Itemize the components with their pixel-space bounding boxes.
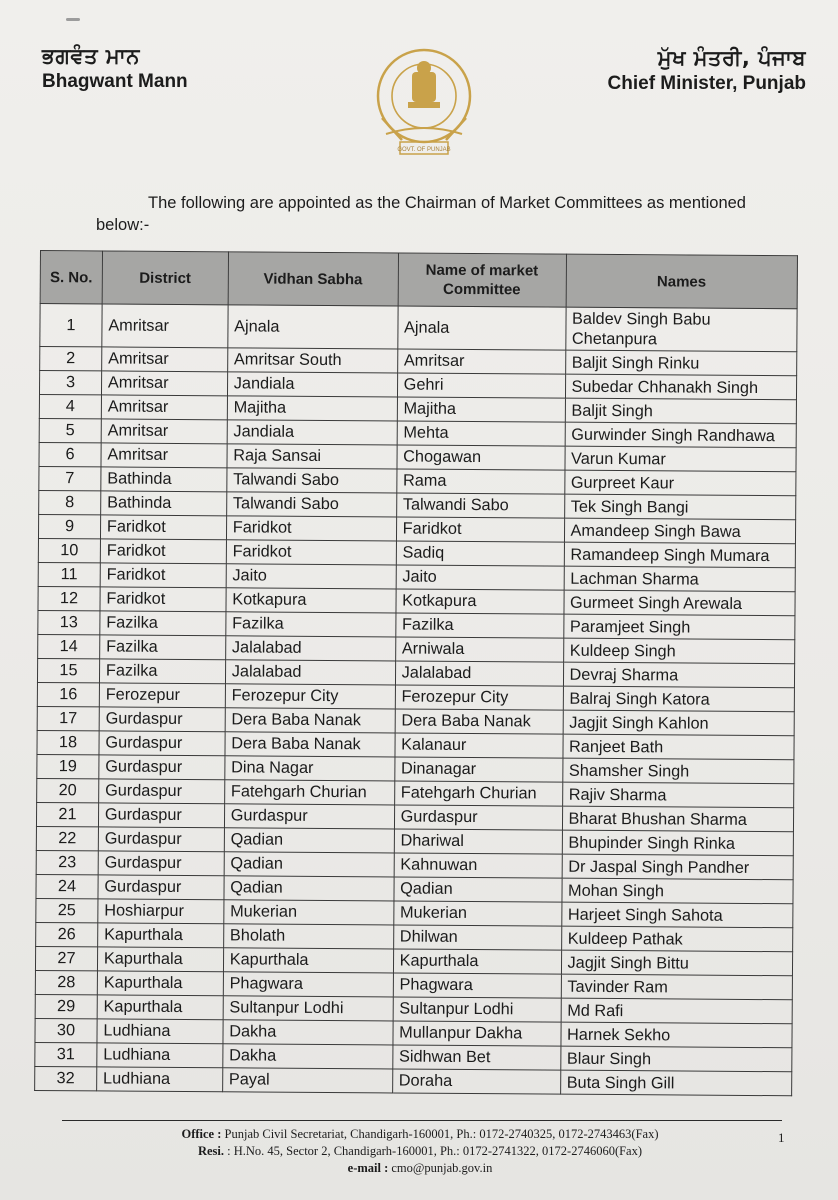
district-cell: Fazilka — [100, 635, 226, 660]
committee-cell: Fatehgarh Churian — [394, 781, 562, 806]
sender-block — [42, 44, 188, 93]
district-cell: Amritsar — [102, 304, 228, 348]
committee-cell: Sidhwan Bet — [392, 1045, 560, 1070]
district-cell: Gurdaspur — [99, 707, 225, 732]
vidhan-sabha-cell: Sultanpur Lodhi — [223, 996, 393, 1021]
committee-cell: Kahnuwan — [394, 853, 562, 878]
col-header-committee: Name of market Committee — [398, 253, 566, 307]
name-cell: Gurmeet Singh Arewala — [564, 590, 796, 616]
sno-cell: 16 — [37, 682, 99, 706]
table-header-row — [40, 251, 797, 309]
district-cell: Gurdaspur — [98, 851, 224, 876]
committee-cell: Qadian — [394, 877, 562, 902]
committee-cell: Jalalabad — [395, 661, 563, 686]
sno-cell: 13 — [38, 610, 100, 634]
office-address: Punjab Civil Secretariat, Chandigarh-160001, Ph.: 0172-2740325, 0172-2743463(Fax) — [224, 1127, 659, 1141]
district-cell: Amritsar — [101, 443, 227, 468]
sno-cell: 23 — [36, 850, 98, 874]
intro-paragraph — [96, 192, 801, 236]
committee-cell: Gehri — [397, 373, 565, 398]
scan-mark — [66, 18, 80, 21]
vidhan-sabha-cell: Jandiala — [227, 420, 397, 445]
name-cell: Tavinder Ram — [561, 974, 793, 1000]
committee-cell: Sultanpur Lodhi — [393, 997, 561, 1022]
name-cell: Blaur Singh — [560, 1046, 792, 1072]
district-cell: Ferozepur — [99, 683, 225, 708]
name-cell: Jagjit Singh Kahlon — [563, 710, 795, 736]
district-cell: Amritsar — [102, 347, 228, 372]
vidhan-sabha-cell: Talwandi Sabo — [226, 492, 396, 517]
footer-contact — [100, 1126, 740, 1177]
sno-cell: 26 — [36, 922, 98, 946]
committee-cell: Dhilwan — [393, 925, 561, 950]
name-cell: Mohan Singh — [561, 878, 793, 904]
vidhan-sabha-cell: Jaito — [226, 564, 396, 589]
vidhan-sabha-cell: Phagwara — [223, 972, 393, 997]
committee-cell: Kotkapura — [396, 589, 564, 614]
district-cell: Ludhiana — [97, 1067, 223, 1092]
sno-cell: 9 — [38, 514, 100, 538]
district-cell: Ludhiana — [97, 1019, 223, 1044]
name-cell: Baljit Singh Rinku — [565, 350, 797, 376]
sno-cell: 3 — [39, 371, 101, 395]
name-cell: Jagjit Singh Bittu — [561, 950, 793, 976]
committee-cell: Arniwala — [395, 637, 563, 662]
name-cell: Md Rafi — [561, 998, 793, 1024]
sno-cell: 19 — [37, 754, 99, 778]
vidhan-sabha-cell: Qadian — [224, 828, 394, 853]
district-cell: Faridkot — [100, 515, 226, 540]
district-cell: Bathinda — [101, 467, 227, 492]
designation: Chief Minister, Punjab — [607, 73, 806, 94]
vidhan-sabha-cell: Faridkot — [226, 540, 396, 565]
sno-cell: 21 — [36, 802, 98, 826]
committee-cell: Doraha — [392, 1069, 560, 1094]
sno-cell: 29 — [35, 994, 97, 1018]
sno-cell: 20 — [37, 778, 99, 802]
committee-cell: Dera Baba Nanak — [395, 709, 563, 734]
table-row — [35, 1066, 792, 1095]
committee-cell: Kalanaur — [395, 733, 563, 758]
committee-cell: Mehta — [397, 421, 565, 446]
sno-cell: 12 — [38, 586, 100, 610]
district-cell: Amritsar — [101, 371, 227, 396]
vidhan-sabha-cell: Jalalabad — [225, 660, 395, 685]
name-cell: Devraj Sharma — [563, 662, 795, 688]
name-cell: Bharat Bhushan Sharma — [562, 806, 794, 832]
vidhan-sabha-cell: Dina Nagar — [225, 756, 395, 781]
name-cell: Kuldeep Singh — [563, 638, 795, 664]
name-cell: Balraj Singh Katora — [563, 686, 795, 712]
vidhan-sabha-cell: Ajnala — [228, 305, 398, 349]
vidhan-sabha-cell: Jandiala — [227, 372, 397, 397]
vidhan-sabha-cell: Fazilka — [226, 612, 396, 637]
district-cell: Kapurthala — [97, 995, 223, 1020]
page-number: 1 — [778, 1130, 785, 1145]
district-cell: Fazilka — [100, 611, 226, 636]
sno-cell: 30 — [35, 1018, 97, 1042]
name-cell: Bhupinder Singh Rinka — [562, 830, 794, 856]
committee-cell: Fazilka — [395, 613, 563, 638]
vidhan-sabha-cell: Majitha — [227, 396, 397, 421]
district-cell: Bathinda — [101, 491, 227, 516]
district-cell: Faridkot — [100, 587, 226, 612]
emblem-caption: GOVT. OF PUNJAB — [397, 147, 451, 153]
committee-cell: Dinanagar — [394, 757, 562, 782]
district-cell: Faridkot — [100, 539, 226, 564]
district-cell: Gurdaspur — [99, 731, 225, 756]
vidhan-sabha-cell: Talwandi Sabo — [227, 468, 397, 493]
committee-cell: Mukerian — [393, 901, 561, 926]
sno-cell: 17 — [37, 706, 99, 730]
vidhan-sabha-cell: Dera Baba Nanak — [225, 708, 395, 733]
designation-block — [608, 46, 806, 95]
sno-cell: 8 — [39, 490, 101, 514]
sno-cell: 28 — [35, 970, 97, 994]
name-cell: Dr Jaspal Singh Pandher — [562, 854, 794, 880]
email-address[interactable]: cmo@punjab.gov.in — [391, 1161, 493, 1175]
name-cell: Harnek Sekho — [560, 1022, 792, 1048]
footer-email-line — [100, 1160, 740, 1177]
sno-cell: 32 — [35, 1066, 97, 1090]
committee-cell: Chogawan — [397, 445, 565, 470]
name-cell: Buta Singh Gill — [560, 1070, 792, 1096]
committee-cell: Ajnala — [397, 306, 565, 350]
vidhan-sabha-cell: Dakha — [223, 1044, 393, 1069]
committee-cell: Jaito — [396, 565, 564, 590]
col-header-district: District — [102, 251, 228, 305]
sender-name: Bhagwant Mann — [42, 71, 188, 92]
footer-divider — [62, 1120, 782, 1121]
committee-cell: Phagwara — [393, 973, 561, 998]
sno-cell: 27 — [35, 946, 97, 970]
name-cell: Amandeep Singh Bawa — [564, 518, 796, 544]
district-cell: Gurdaspur — [99, 779, 225, 804]
sno-cell: 15 — [37, 658, 99, 682]
vidhan-sabha-cell: Dakha — [223, 1020, 393, 1045]
name-cell: Lachman Sharma — [564, 566, 796, 592]
name-cell: Subedar Chhanakh Singh — [565, 374, 797, 400]
intro-line-2: below:- — [96, 216, 150, 234]
sno-cell: 5 — [39, 418, 101, 442]
col-header-vidhan-sabha: Vidhan Sabha — [228, 252, 398, 306]
sno-cell: 2 — [40, 347, 102, 371]
committee-cell: Sadiq — [396, 541, 564, 566]
name-cell: Gurpreet Kaur — [564, 470, 796, 496]
sno-cell: 1 — [40, 304, 102, 347]
email-label: e-mail : — [347, 1161, 389, 1175]
vidhan-sabha-cell: Amritsar South — [227, 348, 397, 373]
name-cell: Shamsher Singh — [562, 758, 794, 784]
committee-cell: Gurdaspur — [394, 805, 562, 830]
vidhan-sabha-cell: Kotkapura — [226, 588, 396, 613]
district-cell: Kapurthala — [97, 947, 223, 972]
vidhan-sabha-cell: Payal — [222, 1068, 392, 1093]
committee-cell: Talwandi Sabo — [396, 493, 564, 518]
name-cell: Gurwinder Singh Randhawa — [565, 422, 797, 448]
designation-punjabi: ਮੁੱਖ ਮੰਤਰੀ, ਪੰਜਾਬ — [657, 46, 806, 70]
name-cell: Baldev Singh Babu Chetanpura — [565, 307, 797, 352]
vidhan-sabha-cell: Qadian — [224, 876, 394, 901]
district-cell: Ludhiana — [97, 1043, 223, 1068]
col-header-sno: S. No. — [40, 251, 102, 304]
sender-name-punjabi: ਭਗਵੰਤ ਮਾਨ — [42, 44, 140, 68]
district-cell: Amritsar — [101, 395, 227, 420]
footer-resi-line — [100, 1143, 740, 1160]
name-cell: Ramandeep Singh Mumara — [564, 542, 796, 568]
table-row — [40, 304, 797, 352]
district-cell: Faridkot — [100, 563, 226, 588]
intro-line-1: The following are appointed as the Chairman of Market Committees as mentioned — [148, 194, 746, 212]
name-cell: Ranjeet Bath — [562, 734, 794, 760]
committee-cell: Rama — [396, 469, 564, 494]
committee-cell: Amritsar — [397, 349, 565, 374]
sno-cell: 14 — [38, 634, 100, 658]
sno-cell: 7 — [39, 466, 101, 490]
sno-cell: 22 — [36, 826, 98, 850]
sno-cell: 31 — [35, 1042, 97, 1066]
punjab-emblem-icon — [372, 38, 476, 166]
name-cell: Rajiv Sharma — [562, 782, 794, 808]
sno-cell: 24 — [36, 874, 98, 898]
district-cell: Fazilka — [99, 659, 225, 684]
committee-cell: Mullanpur Dakha — [393, 1021, 561, 1046]
name-cell: Kuldeep Pathak — [561, 926, 793, 952]
sno-cell: 10 — [38, 538, 100, 562]
district-cell: Kapurthala — [97, 971, 223, 996]
vidhan-sabha-cell: Dera Baba Nanak — [225, 732, 395, 757]
district-cell: Hoshiarpur — [98, 899, 224, 924]
district-cell: Gurdaspur — [98, 827, 224, 852]
district-cell: Kapurthala — [98, 923, 224, 948]
vidhan-sabha-cell: Jalalabad — [225, 636, 395, 661]
vidhan-sabha-cell: Qadian — [224, 852, 394, 877]
name-cell: Baljit Singh — [565, 398, 797, 424]
name-cell: Paramjeet Singh — [563, 614, 795, 640]
district-cell: Gurdaspur — [98, 875, 224, 900]
vidhan-sabha-cell: Gurdaspur — [224, 804, 394, 829]
vidhan-sabha-cell: Bholath — [223, 924, 393, 949]
vidhan-sabha-cell: Kapurthala — [223, 948, 393, 973]
district-cell: Gurdaspur — [99, 755, 225, 780]
committee-cell: Kapurthala — [393, 949, 561, 974]
committee-cell: Majitha — [397, 397, 565, 422]
market-committee-table — [34, 250, 798, 1096]
name-cell: Tek Singh Bangi — [564, 494, 796, 520]
table-body — [35, 304, 797, 1096]
district-cell: Amritsar — [101, 419, 227, 444]
vidhan-sabha-cell: Mukerian — [224, 900, 394, 925]
district-cell: Gurdaspur — [98, 803, 224, 828]
vidhan-sabha-cell: Raja Sansai — [227, 444, 397, 469]
office-label: Office : — [181, 1127, 222, 1141]
name-cell: Varun Kumar — [565, 446, 797, 472]
resi-address: : H.No. 45, Sector 2, Chandigarh-160001, Ph.: 0172-2741322, 0172-2746060(Fax) — [227, 1144, 643, 1158]
sno-cell: 18 — [37, 730, 99, 754]
committee-cell: Faridkot — [396, 517, 564, 542]
resi-label: Resi. — [197, 1144, 224, 1158]
committee-cell: Dhariwal — [394, 829, 562, 854]
committee-cell: Ferozepur City — [395, 685, 563, 710]
vidhan-sabha-cell: Fatehgarh Churian — [224, 780, 394, 805]
sno-cell: 11 — [38, 562, 100, 586]
footer-office-line — [100, 1126, 740, 1143]
sno-cell: 4 — [39, 394, 101, 418]
sno-cell: 6 — [39, 442, 101, 466]
name-cell: Harjeet Singh Sahota — [561, 902, 793, 928]
sno-cell: 25 — [36, 898, 98, 922]
vidhan-sabha-cell: Ferozepur City — [225, 684, 395, 709]
vidhan-sabha-cell: Faridkot — [226, 516, 396, 541]
col-header-names: Names — [566, 254, 798, 309]
